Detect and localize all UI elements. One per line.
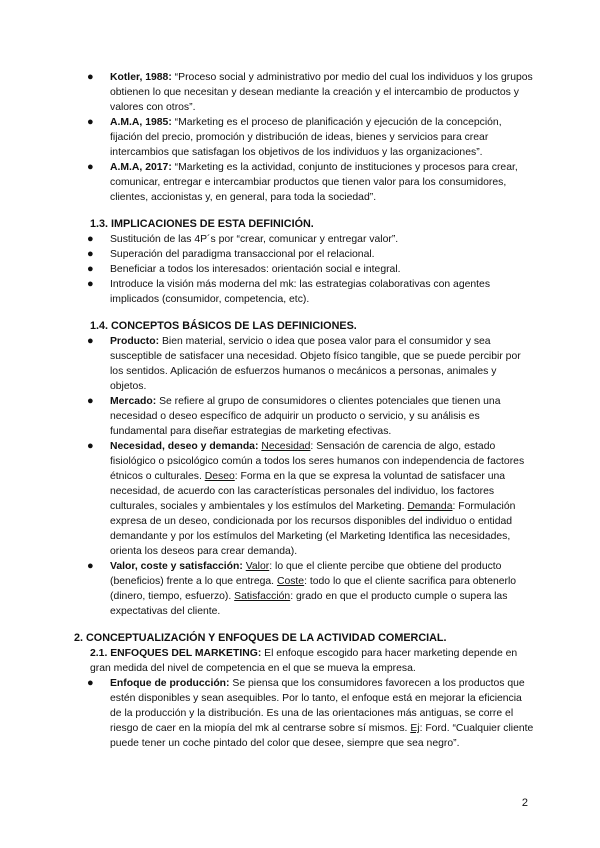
list-item: ● Necesidad, deseo y demanda: Necesidad: Sensación de carencia de algo, estado fisiológico o psicológico común a todos los seres humanos con independencia de factores étnicos o culturales. Deseo: Forma en la que se expresa la voluntad de satisfacer una necesidad, de acuerdo con las características personales del individuo, los factores culturales, sociales y ambientales y los estímulos del Marketing. Demanda: Formulación expresa de un deseo, condicionada por los recursos disponibles del individuo o entidad demandante y por los estímulos del Marketing (el Marketing Identifica las necesidades, orienta los deseos para crear demanda). <box>87 440 525 557</box>
list-item: ● Beneficiar a todos los interesados: orientación social e integral. <box>87 263 401 275</box>
list-item: ● Superación del paradigma transaccional por el relacional. <box>87 248 375 260</box>
bullet-icon: ● <box>87 248 94 260</box>
bullet-icon: ● <box>87 278 94 290</box>
definition-term: A.M.A, 1985: <box>110 117 172 128</box>
definition-term: Kotler, 1988: <box>110 72 172 83</box>
section-heading: 1.3. IMPLICACIONES DE ESTA DEFINICIÓN. <box>90 218 314 230</box>
subsection-paragraph: 2.1. ENFOQUES DEL MARKETING: El enfoque escogido para hacer marketing depende en gran medida del nivel de competencia en el que se mueva la empresa. <box>90 648 518 674</box>
list-item: ● Producto: Bien material, servicio o idea que posea valor para el consumidor y sea susceptible de satisfacer una necesidad. Objeto físico tangible, que se puede percibir por los sentidos. Aplicación de esfuerzos humanos o mecánicos a personas, animales y objetos. <box>87 335 521 392</box>
list-item: ● Introduce la visión más moderna del mk: las estrategias colaborativas con agentes implicados (consumidor, competencia, etc). <box>87 278 491 305</box>
definitions-list <box>74 70 534 205</box>
bullet-icon: ● <box>87 71 94 83</box>
list-item <box>74 70 534 115</box>
list-item: ● Sustitución de las 4P´s por “crear, comunicar y entregar valor”. <box>87 233 399 245</box>
approaches-list <box>74 676 534 751</box>
bullet-icon: ● <box>87 677 94 689</box>
list-item <box>74 160 534 205</box>
list-item: ● Valor, coste y satisfacción: Valor: lo que el cliente percibe que obtiene del producto (beneficios) frente a lo que entrega. Coste: todo lo que el cliente sacrifica para obtenerlo (dinero, tiempo, esfuerzo). Satisfacción: grado en que el producto cumple o supera las expectativas del cliente. <box>87 560 517 617</box>
bullet-icon: ● <box>87 116 94 128</box>
bullet-icon: ● <box>87 560 94 572</box>
list-item: ● Mercado: Se refiere al grupo de consumidores o clientes potenciales que tienen una necesidad o deseo específico de adquirir un producto o servicio, y su análisis es fundamental para diseñar estrategias de marketing efectivas. <box>87 395 501 437</box>
definition-text: “Marketing es la actividad, conjunto de instituciones y procesos para crear, comunicar, entregar e intercambiar productos que tienen valor para los consumidores, clientes, accionistas y, en general, para toda la sociedad”. <box>110 162 518 203</box>
section-heading: 1.4. CONCEPTOS BÁSICOS DE LAS DEFINICIONES. <box>90 320 357 332</box>
bullet-icon: ● <box>87 161 94 173</box>
bullet-icon: ● <box>87 233 94 245</box>
concepts-list <box>74 334 534 619</box>
implications-list <box>74 232 534 307</box>
bullet-icon: ● <box>87 395 94 407</box>
list-item: ● Enfoque de producción: Se piensa que los consumidores favorecen a los productos que estén disponibles y sean asequibles. Por lo tanto, el enfoque está en mejorar la eficiencia de la producción y la distribución. Es una de las orientaciones más antiguas, se corre el riesgo de caer en la miopía del mk al centrarse sobre sí mismos. Ej: Ford. “Cualquier cliente puede tener un coche pintado del color que desee, siempre que sea negro”. <box>87 677 534 749</box>
page-content <box>74 70 534 751</box>
bullet-icon: ● <box>87 263 94 275</box>
definition-text: “Proceso social y administrativo por medio del cual los individuos y los grupos obtienen lo que necesitan y desean mediante la creación y el intercambio de productos y valores con otros”. <box>110 72 533 113</box>
bullet-icon: ● <box>87 335 94 347</box>
list-item <box>74 115 534 160</box>
definition-term: A.M.A, 2017: <box>110 162 172 173</box>
definition-text: “Marketing es el proceso de planificación y ejecución de la concepción, fijación del precio, promoción y distribución de ideas, bienes y servicios para crear intercambios que satisfagan los objetivos de los individuos y las organizaciones”. <box>110 117 502 158</box>
bullet-icon: ● <box>87 440 94 452</box>
section-heading: 2. CONCEPTUALIZACIÓN Y ENFOQUES DE LA ACTIVIDAD COMERCIAL. <box>74 632 447 644</box>
page-number: 2 <box>521 797 528 809</box>
